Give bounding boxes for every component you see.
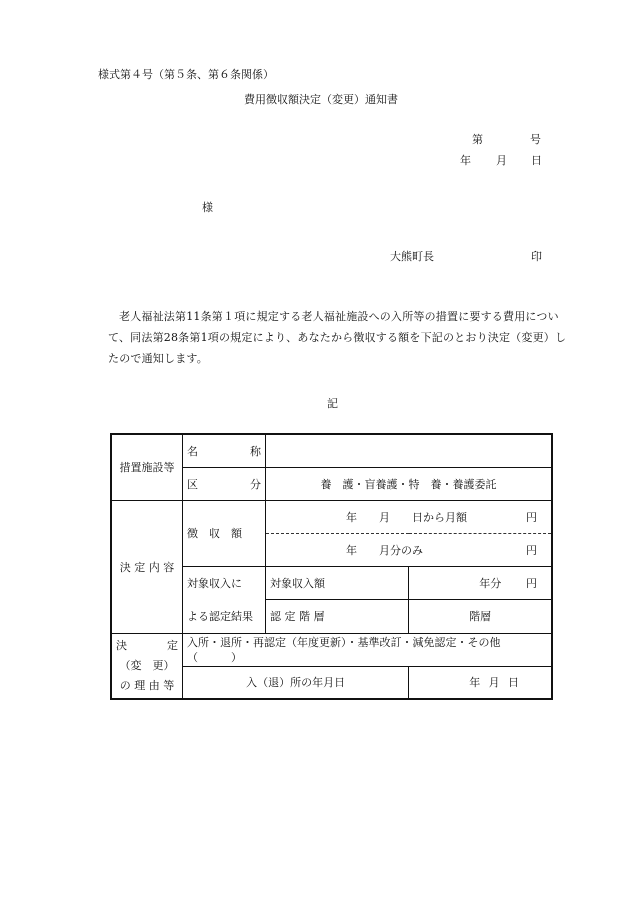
document-title: 費用徴収額決定（変更）通知書	[244, 93, 398, 106]
collection-row2-unit: 円	[526, 543, 537, 557]
income-label-line2: よる認定結果	[187, 609, 253, 623]
collection-row2-text: 年 月分のみ	[346, 543, 423, 557]
collection-row-once[interactable]	[266, 533, 553, 566]
name-value-cell[interactable]	[266, 434, 553, 467]
entry-month: 月	[488, 676, 500, 690]
facility-header: 措置施設等	[111, 434, 183, 500]
date-month: 月	[496, 154, 507, 167]
tier-label: 認 定 階 層	[266, 600, 409, 634]
addressee-honorific: 様	[202, 201, 213, 214]
income-amount-value[interactable]	[409, 566, 552, 600]
date-day: 日	[531, 154, 542, 167]
reason-header-line2: （変 更）	[119, 658, 175, 672]
category-value[interactable]: 養 護・盲養護・特 養・養護委託	[266, 467, 553, 500]
decision-table	[110, 433, 553, 700]
form-number: 様式第４号（第５条、第６条関係）	[98, 68, 274, 81]
income-amount-year: 年分	[479, 576, 502, 590]
issuer-name: 大熊町長	[390, 250, 434, 263]
reason-header	[111, 633, 183, 699]
category-label-b: 分	[250, 477, 261, 491]
category-label-a: 区	[187, 477, 198, 491]
reason-header-line1: 決 定	[116, 638, 178, 652]
collection-row1-unit: 円	[526, 510, 537, 524]
income-amount-unit: 円	[526, 576, 537, 590]
entry-year: 年	[469, 676, 481, 690]
doc-number-suffix: 号	[530, 133, 541, 146]
collection-label: 徴 収 額	[183, 500, 266, 566]
collection-row-monthly[interactable]	[266, 500, 553, 533]
reason-value[interactable]: 入所・退所・再認定（年度更新）・基準改訂・減免認定・その他（ ）	[183, 633, 553, 666]
date-year: 年	[460, 154, 471, 167]
tier-value[interactable]: 階層	[409, 600, 552, 634]
name-label-b: 称	[250, 444, 261, 458]
income-label	[183, 566, 266, 633]
reason-header-line3: の 理 由 等	[119, 678, 175, 692]
entry-day: 日	[508, 676, 519, 690]
income-amount-label: 対象収入額	[266, 566, 409, 600]
name-label-a: 名	[187, 444, 198, 458]
entry-date-label: 入（退）所の年月日	[183, 666, 409, 699]
entry-date-value[interactable]	[409, 666, 552, 699]
decision-header: 決 定 内 容	[111, 500, 183, 633]
seal-mark: 印	[531, 250, 542, 263]
doc-number-prefix: 第	[472, 133, 483, 146]
income-label-line1: 対象収入に	[187, 576, 242, 590]
record-mark: 記	[327, 397, 338, 410]
body-paragraph: 老人福祉法第11条第１項に規定する老人福祉施設への入所等の措置に要する費用について、同法第28条第1項の規定により、あなたから徴収する額を下記のとおり決定（変更）したので通知します。	[108, 310, 567, 365]
name-label	[183, 434, 266, 467]
collection-row1-text: 年 月 日から月額	[346, 510, 467, 524]
category-label	[183, 467, 266, 500]
